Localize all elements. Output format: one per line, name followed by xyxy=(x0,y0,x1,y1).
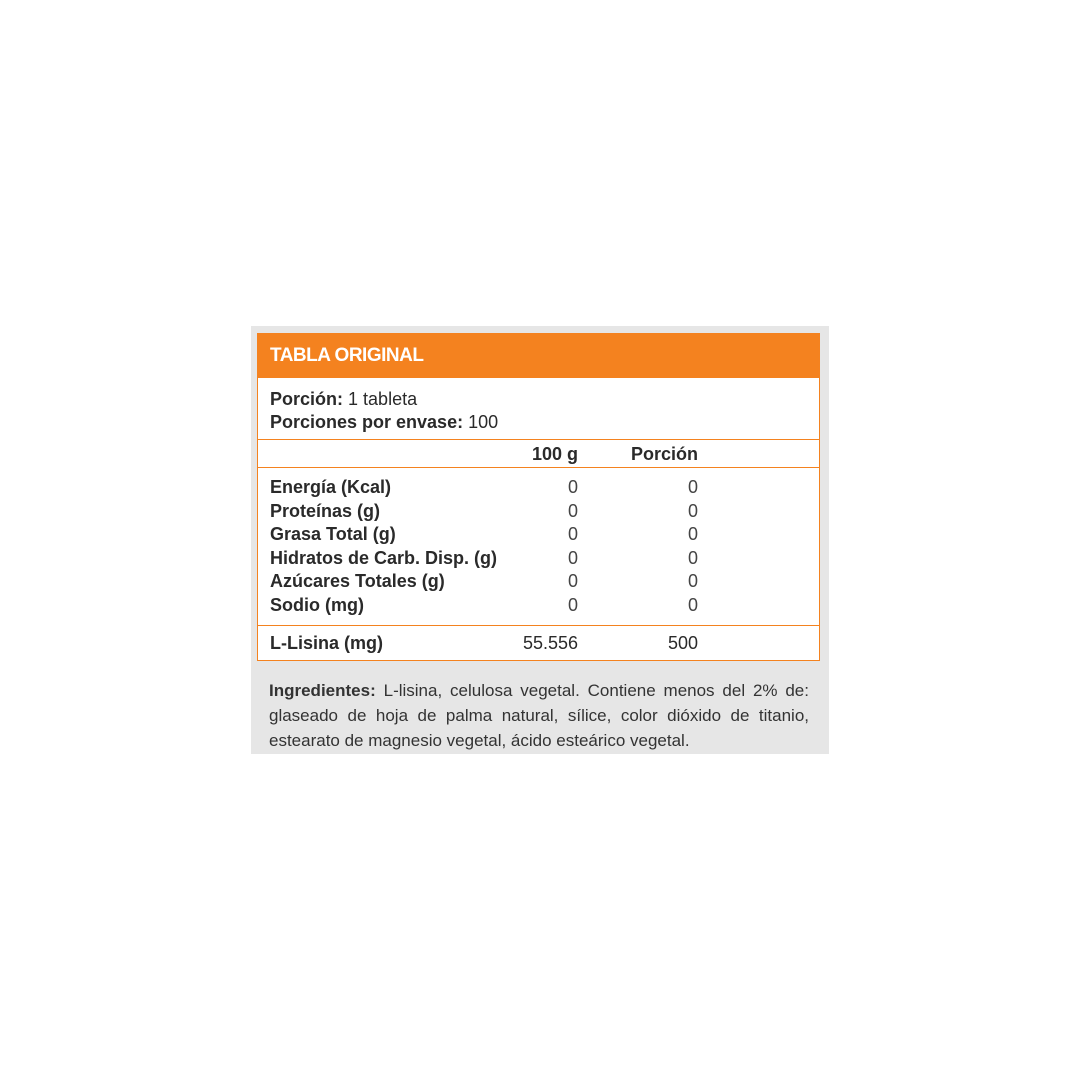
servings-per-container-value: 100 xyxy=(468,412,499,432)
serving-size xyxy=(270,388,819,411)
table-row xyxy=(258,594,819,618)
lysine-section xyxy=(258,626,819,660)
nutrient-value-100g: 0 xyxy=(567,571,578,591)
servings-per-container xyxy=(270,411,819,434)
column-header-portion: Porción xyxy=(630,444,698,464)
nutrient-name: Azúcares Totales (g) xyxy=(270,571,445,591)
nutrient-name: Grasa Total (g) xyxy=(270,524,396,544)
nutrient-value-portion: 0 xyxy=(687,477,698,497)
ingredients-text xyxy=(269,678,809,753)
table-row xyxy=(258,523,819,547)
table-row xyxy=(258,547,819,571)
column-header-row xyxy=(258,440,819,468)
nutrient-value-100g: 0 xyxy=(567,524,578,544)
nutrient-name: Proteínas (g) xyxy=(270,500,381,521)
nutrient-value-100g: 0 xyxy=(567,594,578,615)
nutrient-name: Sodio (mg) xyxy=(270,594,364,615)
table-row xyxy=(258,476,819,500)
column-header-100g: 100 g xyxy=(531,444,578,464)
table-row xyxy=(258,570,819,594)
ingredients-label: Ingredientes: xyxy=(269,681,376,700)
nutrient-value-portion: 0 xyxy=(687,547,698,568)
servings-per-container-label: Porciones por envase: xyxy=(270,412,464,432)
nutrient-value-portion: 0 xyxy=(687,500,698,521)
table-row xyxy=(258,500,819,524)
table-title: TABLA ORIGINAL xyxy=(258,334,819,378)
serving-size-value: 1 tableta xyxy=(348,389,418,409)
nutrient-list xyxy=(258,468,819,626)
lysine-name: L-Lisina (mg) xyxy=(270,633,383,653)
nutrient-value-100g: 0 xyxy=(567,477,578,497)
nutrient-value-portion: 0 xyxy=(687,571,698,591)
nutrient-value-100g: 0 xyxy=(567,500,578,521)
nutrition-panel xyxy=(251,326,829,754)
nutrient-value-100g: 0 xyxy=(567,547,578,568)
nutrient-value-portion: 0 xyxy=(687,524,698,544)
nutrition-table xyxy=(257,333,820,661)
table-row xyxy=(258,626,819,660)
lysine-value-portion: 500 xyxy=(667,633,698,653)
ingredients-list: L-lisina, celulosa vegetal. Contiene menos del 2% de: glaseado de hoja de palma natural, sílice, color dióxido de titanio, estearato de magnesio vegetal, ácido esteárico vegetal. xyxy=(269,681,809,750)
nutrient-value-portion: 0 xyxy=(687,594,698,615)
serving-info xyxy=(258,378,819,440)
serving-size-label: Porción: xyxy=(270,389,344,409)
lysine-value-100g: 55.556 xyxy=(522,633,578,653)
nutrient-name: Energía (Kcal) xyxy=(270,477,392,497)
nutrient-name: Hidratos de Carb. Disp. (g) xyxy=(270,547,498,568)
